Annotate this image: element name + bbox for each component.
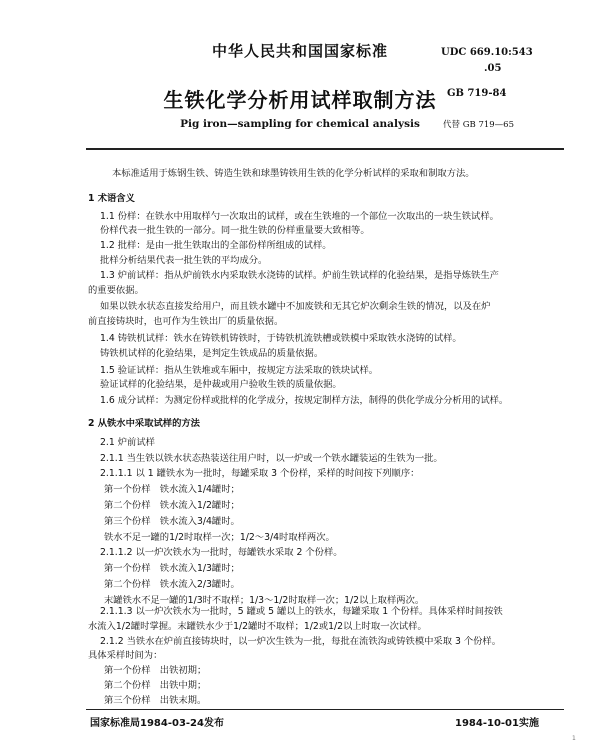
clause-line: 末罐铁水不足一罐的1/3时不取样；1/3～1/2时取样一次；1/2以上取样两次。 xyxy=(104,595,425,606)
issue-date: 国家标准局1984-03-24发布 xyxy=(90,718,224,729)
replaces-standard: 代替 GB 719—65 xyxy=(443,120,514,130)
udc-code-suffix: .05 xyxy=(484,63,502,74)
clause-line: 2.1.1.1 以 1 罐铁水为一批时，每罐采取 3 个份样，采样的时间按下列顺序： xyxy=(100,468,420,479)
standard-number: GB 719-84 xyxy=(447,88,507,99)
clause-line: 份样代表一批生铁的一部分。同一批生铁的份样重量要大致相等。 xyxy=(100,225,370,236)
effective-date: 1984-10-01实施 xyxy=(455,718,539,729)
english-subtitle: Pig iron—sampling for chemical analysis xyxy=(180,118,420,130)
clause-line: 具体采样时间为： xyxy=(88,650,163,661)
clause-line: 如果以铁水状态直接发给用户，而且铁水罐中不加废铁和无其它炉次剩余生铁的情况，以及在炉 xyxy=(100,301,491,312)
clause-line: 1.4 铸铁机试样：铁水在铸铁机铸铁时，于铸铁机流铁槽或铁模中采取铁水浇铸的试样。 xyxy=(100,333,462,344)
sample-timing-line: 第三个份样 铁水流入3/4罐时。 xyxy=(104,516,240,527)
clause-line: 2.1.2 当铁水在炉前直接铸块时，以一炉次生铁为一批，每批在流铁沟或铸铁模中采取 3 个份样。 xyxy=(100,636,502,647)
clause-line: 铸铁机试样的化验结果，是判定生铁成品的质量依据。 xyxy=(100,348,324,359)
clause-line: 2.1.1.3 以一炉次铁水为一批时，5 罐或 5 罐以上的铁水，每罐采取 1 个份样。具体采样时间按铁 xyxy=(100,606,503,617)
clause-line: 水流入1/2罐时掌握。末罐铁水少于1/2罐时不取样；1/2或1/2以上时取一次试样。 xyxy=(88,621,427,632)
clause-line: 批样分析结果代表一批生铁的平均成分。 xyxy=(100,255,268,266)
section-heading: 1 术语含义 xyxy=(88,193,135,204)
clause-line: 验证试样的化验结果，是仲裁或用户验收生铁的质量依据。 xyxy=(100,379,342,390)
sample-timing-line: 第一个份样 铁水流入1/3罐时； xyxy=(104,563,240,574)
footer-divider xyxy=(86,709,564,710)
clause-line: 铁水不足一罐的1/2时取样一次；1/2～3/4时取样两次。 xyxy=(104,532,335,543)
clause-line: 的重要依据。 xyxy=(88,285,144,296)
clause-line: 前直接铸块时，也可作为生铁出厂的质量依据。 xyxy=(88,316,284,327)
scope-paragraph: 本标准适用于炼钢生铁、铸造生铁和球墨铸铁用生铁的化学分析试样的采取和制取方法。 xyxy=(112,168,475,179)
sample-timing-line: 第三个份样 出铁末期。 xyxy=(104,695,207,706)
issuing-country-heading: 中华人民共和国国家标准 xyxy=(211,42,388,60)
sample-timing-line: 第一个份样 铁水流入1/4罐时； xyxy=(104,484,240,495)
document-title: 生铁化学分析用试样取制方法 xyxy=(163,88,437,112)
udc-code: UDC 669.10:543 xyxy=(441,47,533,58)
clause-line: 1.2 批样：是由一批生铁取出的全部份样所组成的试样。 xyxy=(100,240,332,251)
clause-line: 1.1 份样：在铁水中用取样勺一次取出的试样，或在生铁堆的一个部位一次取出的一块生铁试样。 xyxy=(100,211,499,222)
sample-timing-line: 第二个份样 出铁中期； xyxy=(104,680,207,691)
section-heading: 2 从铁水中采取试样的方法 xyxy=(88,418,200,429)
clause-line: 2.1.1.2 以一炉次铁水为一批时，每罐铁水采取 2 个份样。 xyxy=(100,547,343,558)
clause-line: 1.5 验证试样：指从生铁堆或车厢中，按规定方法采取的铁块试样。 xyxy=(100,365,379,376)
clause-line: 1.6 成分试样：为测定份样或批样的化学成分，按规定制样方法，制得的供化学成分分析用的试样。 xyxy=(100,395,509,406)
page-mark: 1 xyxy=(572,735,576,742)
sample-timing-line: 第二个份样 铁水流入1/2罐时； xyxy=(104,500,240,511)
sample-timing-line: 第二个份样 铁水流入2/3罐时。 xyxy=(104,579,240,590)
sample-timing-line: 第一个份样 出铁初期； xyxy=(104,665,207,676)
clause-line: 2.1.1 当生铁以铁水状态热装送往用户时，以一炉或一个铁水罐装运的生铁为一批。 xyxy=(100,453,443,464)
header-divider xyxy=(86,148,564,150)
clause-line: 1.3 炉前试样：指从炉前铁水内采取铁水浇铸的试样。炉前生铁试样的化验结果，是指导炼铁生产 xyxy=(100,270,499,281)
subsection-heading: 2.1 炉前试样 xyxy=(100,437,155,448)
